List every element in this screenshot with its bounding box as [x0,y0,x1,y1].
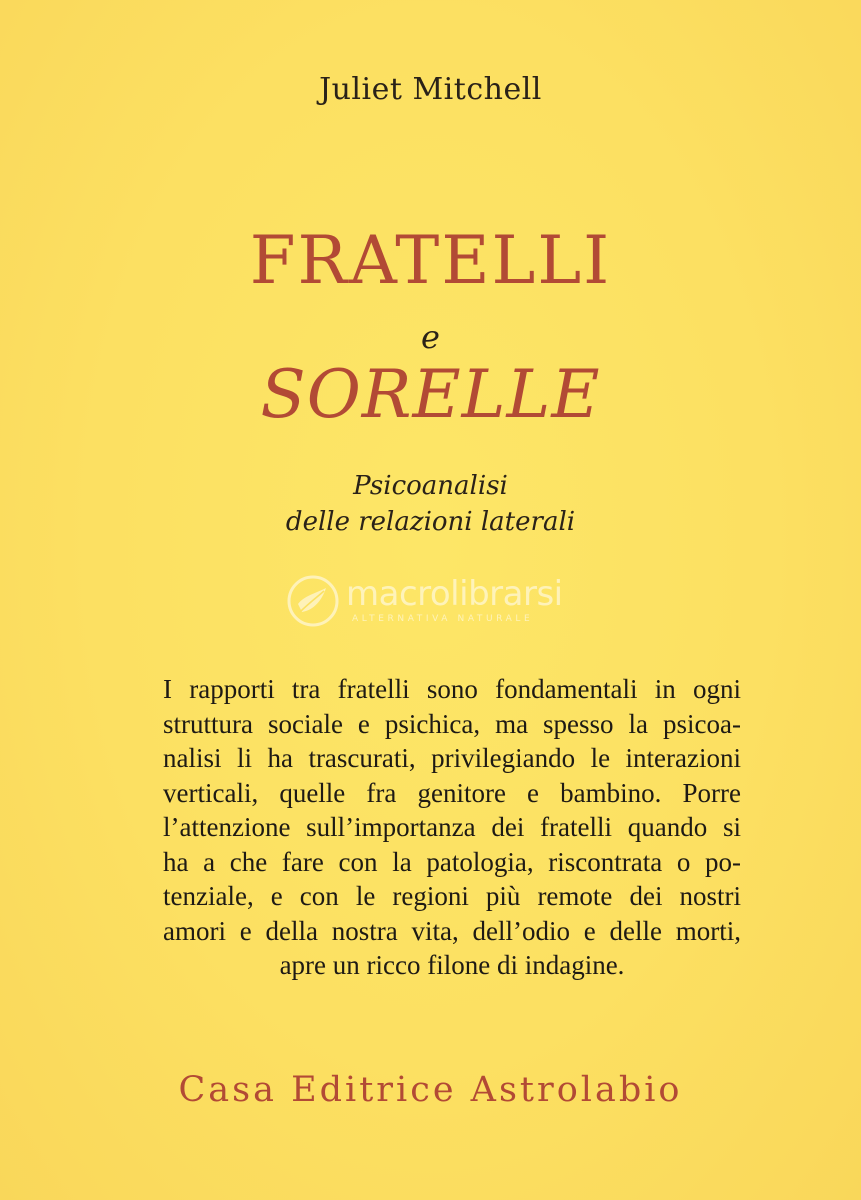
blurb-line: ha a che fare con la patologia, riscontrata o po- [163,846,741,877]
blurb-line: struttura sociale e psichica, ma spesso la psicoa- [163,708,741,739]
blurb-line: verticali, quelle fra genitore e bambino. Porre [163,777,741,808]
watermark [280,570,590,630]
title-main: FRATELLI [249,222,612,299]
author-name: Juliet Mitchell [319,72,542,107]
blurb-line: tenziale, e con le regioni più remote dei nostri [163,881,741,911]
title-second: SORELLE [260,356,601,433]
leaf-circle-icon [286,574,340,628]
subtitle [0,468,861,540]
title-conjunction: e [421,318,440,356]
blurb-line: apre un ricco filone di indagine. [279,950,625,980]
blurb-line: I rapporti tra fratelli sono fondamentali in ogni [163,674,741,704]
watermark-tagline: ALTERNATIVA NATURALE [352,614,534,624]
blurb [163,672,741,983]
subtitle-line: delle relazioni laterali [285,507,576,537]
blurb-line: amori e della nostra vita, dell’odio e delle morti, [163,915,741,946]
watermark-name: macrolibrarsi [346,574,563,614]
publisher-name: Casa Editrice Astrolabio [178,1070,683,1110]
blurb-line: nalisi li ha trascurati, privilegiando le interazioni [163,743,741,773]
subtitle-line: Psicoanalisi [353,471,508,501]
blurb-line: l’attenzione sull’importanza dei fratelli quando si [163,812,741,842]
